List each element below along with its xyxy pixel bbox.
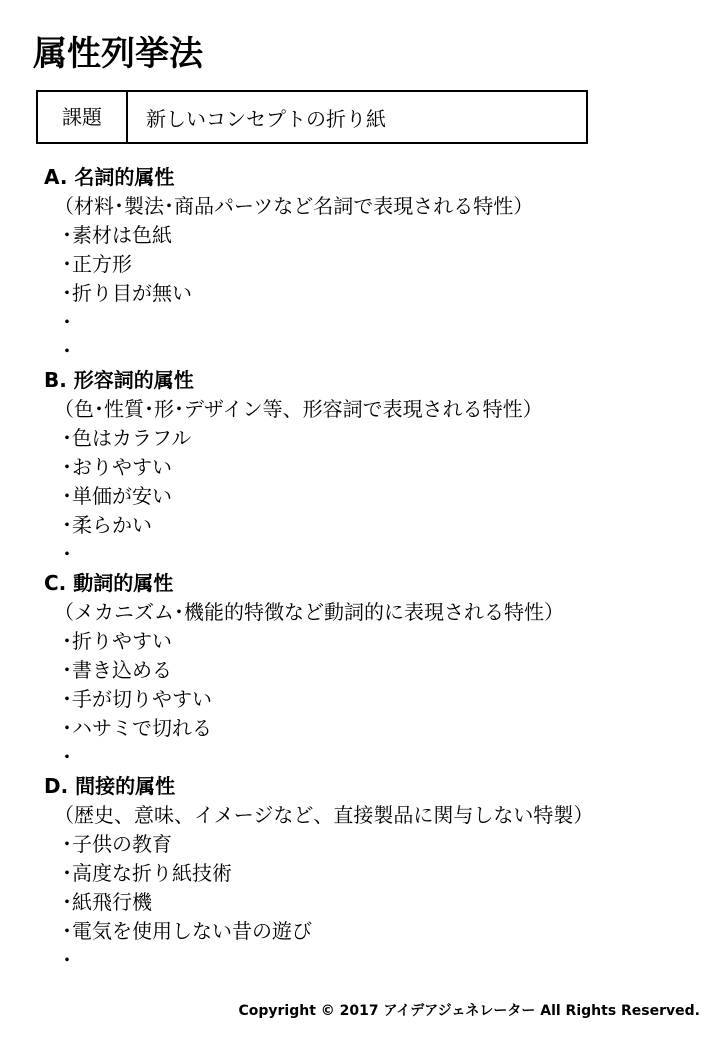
topic-value: 新しいコンセプトの折り紙 [146, 106, 386, 131]
item-text: 高度な折り紙技術 [72, 861, 232, 885]
bullet: ･ [62, 484, 72, 508]
bullet: ･ [62, 687, 72, 711]
list-item [44, 453, 704, 482]
item-text: 折りやすい [72, 629, 172, 653]
section-description: （材料･製法･商品パーツなど名詞で表現される特性） [54, 194, 534, 218]
bullet: ･ [62, 658, 72, 682]
list-item [44, 337, 704, 366]
bullet: ･ [62, 513, 72, 537]
section-heading: B. 形容詞的属性 [44, 368, 194, 392]
list-item [44, 946, 704, 975]
bullet: ･ [62, 948, 72, 972]
item-text: 正方形 [72, 252, 132, 276]
bullet: ･ [62, 542, 72, 566]
list-item [44, 656, 704, 685]
bullet: ･ [62, 890, 72, 914]
section-verb-attributes [44, 569, 704, 772]
item-text: ハサミで切れる [72, 716, 212, 740]
bullet: ･ [62, 426, 72, 450]
list-item [44, 424, 704, 453]
section-heading: D. 間接的属性 [44, 774, 176, 798]
bullet: ･ [62, 919, 72, 943]
list-item [44, 859, 704, 888]
list-item [44, 714, 704, 743]
item-text: 素材は色紙 [72, 223, 172, 247]
section-heading: A. 名詞的属性 [44, 165, 175, 189]
section-description: （色･性質･形･デザイン等、形容詞で表現される特性） [54, 397, 543, 421]
section-description: （メカニズム･機能的特徴など動詞的に表現される特性） [54, 600, 564, 624]
bullet: ･ [62, 339, 72, 363]
item-list [44, 221, 704, 366]
list-item [44, 830, 704, 859]
item-text: 折り目が無い [72, 281, 192, 305]
list-item [44, 511, 704, 540]
item-text: 単価が安い [72, 484, 172, 508]
item-list [44, 424, 704, 569]
list-item [44, 685, 704, 714]
list-item [44, 279, 704, 308]
list-item [44, 540, 704, 569]
section-indirect-attributes [44, 772, 704, 975]
list-item [44, 743, 704, 772]
section-adjective-attributes [44, 366, 704, 569]
item-list [44, 830, 704, 975]
bullet: ･ [62, 832, 72, 856]
section-noun-attributes [44, 163, 704, 366]
bullet: ･ [62, 629, 72, 653]
bullet: ･ [62, 716, 72, 740]
bullet: ･ [62, 745, 72, 769]
list-item [44, 482, 704, 511]
item-text: 電気を使用しない昔の遊び [72, 919, 312, 943]
list-item [44, 917, 704, 946]
bullet: ･ [62, 252, 72, 276]
item-text: 柔らかい [72, 513, 152, 537]
topic-label: 課題 [38, 92, 128, 142]
item-list [44, 627, 704, 772]
list-item [44, 627, 704, 656]
page-title: 属性列挙法 [33, 34, 203, 74]
section-heading: C. 動詞的属性 [44, 571, 174, 595]
item-text: 手が切りやすい [72, 687, 212, 711]
bullet: ･ [62, 861, 72, 885]
attribute-list [44, 163, 704, 975]
bullet: ･ [62, 455, 72, 479]
section-description: （歴史、意味、イメージなど、直接製品に関与しない特製） [54, 803, 594, 827]
bullet: ･ [62, 281, 72, 305]
item-text: 色はカラフル [72, 426, 192, 450]
item-text: 紙飛行機 [72, 890, 152, 914]
list-item [44, 221, 704, 250]
topic-box [36, 90, 588, 144]
list-item [44, 308, 704, 337]
item-text: 書き込める [72, 658, 172, 682]
list-item [44, 888, 704, 917]
item-text: おりやすい [72, 455, 172, 479]
bullet: ･ [62, 310, 72, 334]
copyright-notice: Copyright © 2017 アイデアジェネレーター All Rights Reserved. [238, 1003, 700, 1019]
list-item [44, 250, 704, 279]
item-text: 子供の教育 [72, 832, 172, 856]
bullet: ･ [62, 223, 72, 247]
